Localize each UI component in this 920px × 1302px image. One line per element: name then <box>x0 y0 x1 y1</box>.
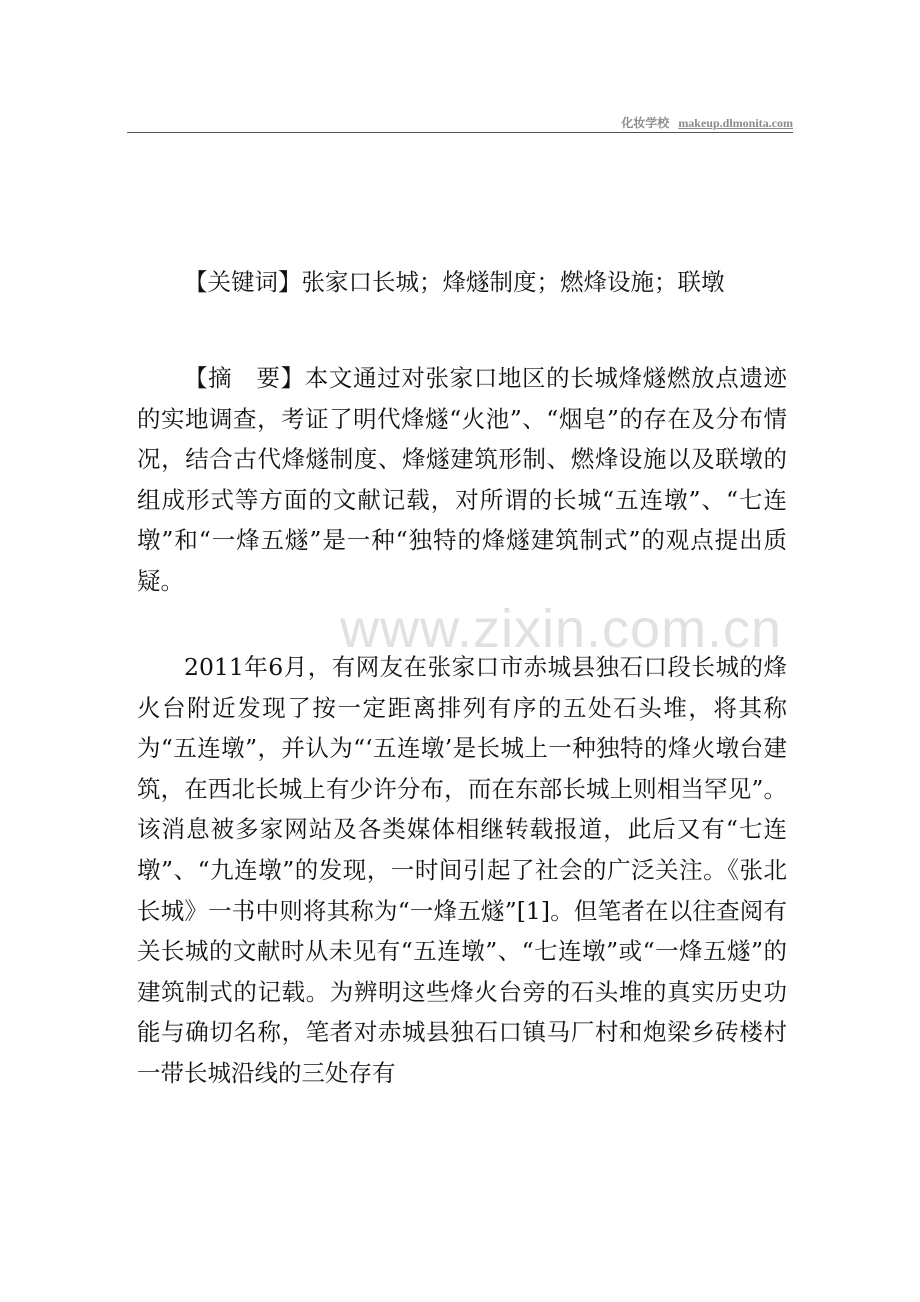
body-paragraph: 2011年6月，有网友在张家口市赤城县独石口段长城的烽火台附近发现了按一定距离排列有序的五处石头堆，将其称为“五连墩”，并认为“‘五连墩’是长城上一种独特的烽火墩台建筑，在西北长城上有少许分布，而在东部长城上则相当罕见”。该消息被多家网站及各类媒体相继转载报道，此后又有“七连墩”、“九连墩”的发现，一时间引起了社会的广泛关注。《张北长城》一书中则将其称为“一烽五燧”[1]。但笔者在以往查阅有关长城的文献时从未见有“五连墩”、“七连墩”或“一烽五燧”的建筑制式的记载。为辨明这些烽火台旁的石头堆的真实历史功能与确切名称，笔者对赤城县独石口镇马厂村和炮梁乡砖楼村一带长城沿线的三处存有 <box>137 653 787 1087</box>
header-site-link[interactable]: makeup.dlmonita.com <box>678 116 793 130</box>
header-brand: 化妆学校 <box>621 116 670 130</box>
keywords-paragraph: 【关键词】张家口长城；烽燧制度；燃烽设施；联墩 <box>184 268 725 296</box>
abstract-paragraph: 【摘 要】本文通过对张家口地区的长城烽燧燃放点遗迹的实地调查，考证了明代烽燧“火池”、“烟皂”的存在及分布情况，结合古代烽燧制度、烽燧建筑形制、燃烽设施以及联墩的组成形式等方面的文献记载，对所谓的长城“五连墩”、“七连墩”和“一烽五燧”是一种“独特的烽燧建筑制式”的观点提出质疑。 <box>137 364 787 595</box>
watermark: www.zixin.com.cn <box>340 599 783 659</box>
header-rule <box>127 132 793 133</box>
page-header <box>127 114 793 132</box>
